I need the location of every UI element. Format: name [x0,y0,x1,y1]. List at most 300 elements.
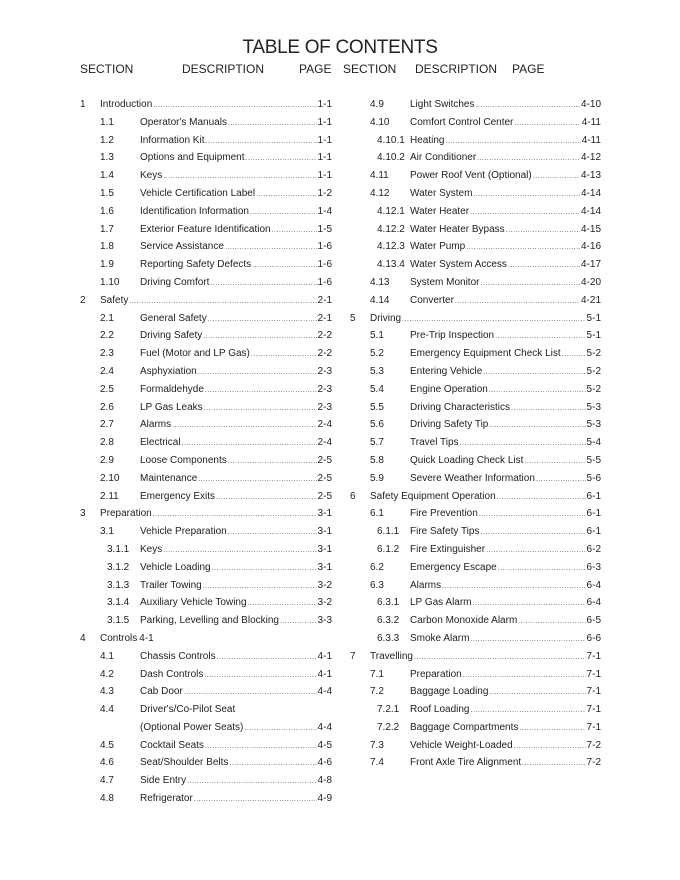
entry-title[interactable]: Driving Safety Tip [410,419,489,431]
dot-leader [205,132,316,151]
section-number: 1.9 [100,259,114,271]
toc-entry[interactable] [80,96,332,114]
page-number: 6-6 [586,632,601,644]
dot-leader [522,754,585,773]
section-number: 4.11 [370,170,389,182]
entry-title[interactable]: Emergency Equipment Check List [410,348,561,360]
toc-entry[interactable] [350,185,601,203]
entry-title[interactable]: Alarms [140,419,172,431]
toc-entry[interactable] [80,719,332,737]
entry-title[interactable]: Driving [370,312,402,324]
entry-title[interactable]: Fire Safety Tips [410,526,480,538]
dot-leader [524,452,585,471]
toc-entry[interactable] [80,754,332,772]
page-number: 5-2 [586,348,601,360]
toc-entry[interactable] [350,203,601,221]
section-number: 4.3 [100,686,114,698]
entry-title[interactable]: Maintenance [140,472,198,484]
toc-entry[interactable] [350,648,601,666]
dot-leader [172,416,316,435]
entry-title[interactable]: Electrical [140,437,181,449]
dot-leader [225,238,317,257]
entry-title[interactable]: Comfort Control Center [410,116,514,128]
section-number: 1.6 [100,205,114,217]
entry-title[interactable]: Formaldehyde [140,383,204,395]
page-number: 4-5 [317,739,332,751]
entry-title[interactable]: Water Heater Bypass [410,223,505,235]
entry-title[interactable]: Keys [140,170,163,182]
entry-title[interactable]: Converter [410,294,454,306]
entry-title[interactable]: Driving Characteristics [410,401,511,413]
toc-entry[interactable] [350,274,601,292]
page-number: 1-1 [317,170,332,182]
toc-entry[interactable] [350,452,601,470]
entry-title[interactable]: Service Assistance [140,241,224,253]
toc-entry[interactable] [350,719,601,737]
section-number: 1.8 [100,241,114,253]
entry-title[interactable]: System Monitor [410,276,480,288]
dot-leader [204,666,316,685]
toc-entry[interactable] [80,434,332,452]
entry-title[interactable]: Trailer Towing [140,579,202,591]
toc-entry[interactable] [80,630,332,648]
entry-title[interactable]: Safety [100,294,129,306]
page-number: 5-2 [586,383,601,395]
toc-entry[interactable] [350,559,601,577]
toc-entry[interactable] [80,238,332,256]
entry-title[interactable]: Loose Components [140,454,227,466]
section-number: 1.1 [100,116,114,128]
entry-title[interactable]: General Safety [140,312,207,324]
entry-title[interactable]: Air Conditioner [410,152,477,164]
toc-entry[interactable] [350,256,601,274]
section-number: 2.7 [100,419,114,431]
entry-title[interactable]: Carbon Monoxide Alarm [410,615,518,627]
page-number: 1-1 [317,152,332,164]
entry-title[interactable]: Severe Weather Information [410,472,535,484]
section-number: 4.12.1 [377,205,405,217]
toc-entry[interactable] [80,452,332,470]
dot-leader [163,541,316,560]
section-number: 4.6 [100,757,114,769]
toc-entry[interactable] [80,737,332,755]
toc-entry[interactable] [80,274,332,292]
section-number: 2.6 [100,401,114,413]
toc-entry[interactable] [350,363,601,381]
dot-leader [208,310,317,329]
toc-entry[interactable] [80,790,332,808]
dot-leader [519,719,585,738]
entry-title[interactable]: Vehicle Certification Label [140,187,256,199]
page-number: 2-3 [317,383,332,395]
toc-entry[interactable] [350,470,601,488]
toc-entry[interactable] [350,416,601,434]
page-number: 5-4 [586,437,601,449]
entry-title[interactable]: Baggage Loading [410,686,489,698]
section-number: 1 [80,99,86,110]
section-number: 2.2 [100,330,114,342]
entry-title[interactable]: Baggage Compartments [410,721,519,733]
page-number: 4-16 [580,241,601,253]
dot-leader [402,310,585,329]
section-number: 6.1.1 [377,526,400,538]
section-number: 2.10 [100,472,120,484]
dot-leader [217,648,317,667]
toc-entry[interactable] [350,238,601,256]
page-number: 4-1 [139,632,154,644]
dot-leader [477,149,580,168]
dot-leader [508,256,580,275]
dot-leader [518,612,585,631]
entry-title[interactable]: Safety Equipment Operation [370,490,496,502]
entry-title[interactable]: Asphyxiation [140,365,197,377]
page-number: 4-9 [317,793,332,805]
entry-title[interactable]: Heating [410,134,445,146]
section-number: 2 [80,294,86,306]
dot-leader [163,167,316,186]
page-number: 4-10 [580,99,601,110]
entry-title[interactable]: Side Entry [140,775,187,787]
toc-entry[interactable] [80,185,332,203]
entry-title[interactable]: Auxiliary Vehicle Towing [140,597,247,609]
page-number: 6-4 [586,579,601,591]
dot-leader [205,381,317,400]
section-number: 7.4 [370,757,384,769]
page-number: 1-5 [317,223,332,235]
page-number: 7-2 [586,757,601,769]
toc-entry[interactable] [80,327,332,345]
entry-title[interactable]: Pre-Trip Inspection [410,330,495,342]
section-number: 5.2 [370,348,384,360]
toc-entry[interactable] [80,132,332,150]
dot-leader [471,701,586,720]
toc-entry[interactable] [80,666,332,684]
page-number: 7-1 [586,686,601,698]
page-number: 6-3 [586,561,601,573]
dot-leader [203,577,317,596]
toc-entry[interactable] [80,559,332,577]
dot-leader [251,345,317,364]
toc-entry[interactable] [80,701,332,719]
page-number: 4-8 [317,775,332,787]
toc-entry[interactable] [350,381,601,399]
entry-title[interactable]: Cab Door [140,686,183,698]
dot-leader [212,559,317,578]
entry-title[interactable]: Fire Prevention [410,508,478,520]
toc-entry[interactable] [350,96,601,114]
page-number: 3-3 [317,615,332,627]
section-number: 3.1.3 [107,579,130,591]
toc-entry[interactable] [350,167,601,185]
entry-title[interactable]: Preparation [100,508,152,520]
toc-entry[interactable] [80,683,332,701]
page-number: 4-11 [581,134,601,146]
section-number: 3.1.2 [107,561,130,573]
page-number: 3-1 [317,561,332,573]
dot-leader [511,399,586,418]
page-number: 4-20 [580,276,601,288]
entry-title[interactable]: Fuel (Motor and LP Gas) [140,348,250,360]
toc-entry[interactable] [350,594,601,612]
section-number: 3.1 [100,526,114,538]
entry-title[interactable]: Roof Loading [410,704,470,716]
toc-entry[interactable] [350,505,601,523]
section-number: 1.10 [100,276,120,288]
page-title: TABLE OF CONTENTS [242,37,438,58]
toc-entry[interactable] [80,399,332,417]
page-number: 3-2 [317,579,332,591]
toc-entry[interactable] [350,132,601,150]
toc-entry[interactable] [80,541,332,559]
page-number: 1-6 [317,241,332,253]
entry-title[interactable]: Travel Tips [410,437,459,449]
page-number: 6-5 [586,615,601,627]
entry-title[interactable]: Entering Vehicle [410,365,483,377]
dot-leader [473,185,580,204]
entry-title[interactable]: Vehicle Weight-Loaded [410,739,513,751]
entry-title[interactable]: Chassis Controls [140,650,216,662]
entry-title[interactable]: Keys [140,543,163,555]
page-number: 2-4 [317,419,332,431]
dot-leader [514,737,586,756]
page-number: 4-14 [580,205,601,217]
toc-entry[interactable] [80,310,332,328]
section-number: 7.3 [370,739,384,751]
section-number: 4.1 [100,650,114,662]
section-number: 4.14 [370,294,390,306]
entry-title[interactable]: LP Gas Leaks [140,401,203,413]
entry-title[interactable]: Introduction [100,99,153,110]
entry-title[interactable]: Information Kit [140,134,205,146]
dot-leader [445,132,580,151]
toc-entry[interactable] [350,630,601,648]
dot-leader [506,221,580,240]
dot-leader [536,470,586,489]
section-number: 7.2.1 [377,704,400,716]
dot-leader [248,594,317,613]
page-number: 1-6 [317,259,332,271]
toc-entry[interactable] [350,666,601,684]
entry-title[interactable]: Power Roof Vent (Optional) [410,170,532,182]
toc-entry[interactable] [80,772,332,790]
entry-title[interactable]: Vehicle Preparation [140,526,227,538]
dot-leader [414,648,586,667]
toc-entry[interactable] [350,327,601,345]
toc-entry[interactable] [350,399,601,417]
dot-leader [244,719,316,738]
toc-entry[interactable] [350,701,601,719]
toc-entry[interactable] [80,523,332,541]
page-number: 1-1 [317,116,332,128]
section-number: 4.8 [100,793,114,805]
toc-entry[interactable] [80,505,332,523]
page-number: 7-1 [586,650,601,662]
entry-title[interactable]: Refrigerator [140,793,193,805]
entry-title[interactable]: Parking, Levelling and Blocking [140,615,279,627]
entry-title[interactable]: Cocktail Seats [140,739,204,751]
dot-leader [187,772,316,791]
entry-title[interactable]: Exterior Feature Identification [140,223,271,235]
toc-entry[interactable] [80,256,332,274]
toc-entry[interactable] [350,683,601,701]
page-number: 4-21 [580,294,601,306]
entry-title[interactable]: Front Axle Tire Alignment [410,757,522,769]
toc-entry[interactable] [80,167,332,185]
toc-entry[interactable] [80,221,332,239]
section-number: 5.1 [370,330,384,342]
toc-entry[interactable] [350,292,601,310]
section-number: 1.3 [100,152,114,164]
toc-entry[interactable] [350,221,601,239]
page-number: 4-4 [317,721,332,733]
entry-title[interactable]: Water Heater [410,205,470,217]
dot-leader [489,416,585,435]
entry-title[interactable]: Driving Safety [140,330,203,342]
section-number: 4.10 [370,116,390,128]
dot-leader [533,167,580,186]
entry-title[interactable]: Travelling [370,650,413,662]
dot-leader [252,256,316,275]
section-number: 4.7 [100,775,114,787]
toc-entry[interactable] [350,541,601,559]
toc-entry[interactable] [80,345,332,363]
page-number: 7-2 [586,739,601,751]
page-number: 4-1 [317,650,332,662]
toc-entry[interactable] [80,612,332,630]
entry-title[interactable]: Emergency Escape [410,561,497,573]
dot-leader [463,666,586,685]
toc-entry[interactable] [80,149,332,167]
section-number: 7.2 [370,686,384,698]
toc-entry[interactable] [350,149,601,167]
entry-title[interactable]: Smoke Alarm [410,632,470,644]
section-number: 6.1.2 [377,543,400,555]
page-number: 4-15 [580,223,601,235]
dot-leader [480,274,580,293]
toc-entry[interactable] [80,577,332,595]
toc-entry[interactable] [80,114,332,132]
toc-entry[interactable] [350,737,601,755]
entry-title[interactable]: Water System Access [410,259,507,271]
entry-title[interactable]: Water System [410,187,473,199]
toc-entry[interactable] [350,114,601,132]
toc-entry[interactable] [350,488,601,506]
toc-entry[interactable] [80,363,332,381]
section-number: 4.13 [370,276,390,288]
entry-title[interactable]: Preparation [410,668,462,680]
section-number: 6.3.3 [377,632,400,644]
entry-title[interactable]: Light Switches [410,99,475,110]
entry-title[interactable]: Dash Controls [140,668,204,680]
entry-title[interactable]: Options and Equipment [140,152,245,164]
section-number: 4.12.2 [377,223,405,235]
page-number: 2-1 [317,294,332,306]
section-number: 5.5 [370,401,384,413]
dot-leader [272,221,317,240]
toc-entry[interactable] [80,488,332,506]
dot-leader [280,612,317,631]
toc-entry[interactable] [80,416,332,434]
page-number: 5-1 [586,330,601,342]
dot-leader [228,452,317,471]
section-number: 1.5 [100,187,114,199]
toc-entry[interactable] [350,754,601,772]
toc-entry[interactable] [80,292,332,310]
toc-entry[interactable] [80,470,332,488]
entry-title[interactable]: Fire Extinguisher [410,543,486,555]
toc-entry[interactable] [350,612,601,630]
entry-title[interactable]: Water Pump [410,241,466,253]
entry-title[interactable]: Operator's Manuals [140,116,227,128]
page-number: 1-2 [317,187,332,199]
page-number: 5-2 [586,365,601,377]
page-number: 6-1 [586,490,601,502]
section-number: 2.4 [100,365,114,377]
toc-entry[interactable] [80,648,332,666]
section-number: 4.10.2 [377,152,405,164]
entry-title[interactable]: Quick Loading Check List [410,454,524,466]
section-number: 3.1.1 [107,543,130,555]
dot-leader [442,577,585,596]
entry-title[interactable]: Controls [100,632,138,644]
page-number: 2-5 [317,454,332,466]
dot-leader [562,345,586,364]
page-number: 2-3 [317,365,332,377]
section-number: 5.4 [370,383,384,395]
dot-leader [497,488,586,507]
entry-title[interactable]: Seat/Shoulder Belts [140,757,229,769]
dot-leader [250,203,317,222]
entry-title[interactable]: LP Gas Alarm [410,597,472,609]
page-number: 4-14 [580,187,601,199]
section-number: 4.9 [370,99,384,110]
entry-title[interactable]: Identification Information [140,205,249,217]
section-number: 2.3 [100,348,114,360]
entry-title[interactable]: Engine Operation [410,383,488,395]
entry-title[interactable]: Vehicle Loading [140,561,211,573]
section-number: 5.7 [370,437,384,449]
toc-entry[interactable] [80,203,332,221]
page-number: 4-6 [317,757,332,769]
section-number: 6.3.1 [377,597,400,609]
section-number: 3.1.5 [107,615,130,627]
section-number: 7 [350,650,356,662]
section-number: 5.8 [370,454,384,466]
page-number: 1-6 [317,276,332,288]
dot-leader [228,523,317,542]
toc-entry[interactable] [350,345,601,363]
dot-leader [460,434,586,453]
toc-entry[interactable] [350,434,601,452]
toc-entry[interactable] [80,594,332,612]
entry-title[interactable]: (Optional Power Seats) [140,721,244,733]
toc-entry[interactable] [350,523,601,541]
page-number: 2-4 [317,437,332,449]
section-number: 5 [350,312,356,324]
entry-title[interactable]: Emergency Exits [140,490,216,502]
entry-title[interactable]: Driving Comfort [140,276,210,288]
dot-leader [489,683,585,702]
toc-entry[interactable] [350,310,601,328]
entry-title[interactable]: Alarms [410,579,442,591]
page-number: 2-2 [317,348,332,360]
page-number: 4-1 [317,668,332,680]
entry-title[interactable]: Driver's/Co-Pilot Seat [140,704,236,716]
toc-entry[interactable] [80,381,332,399]
entry-title[interactable]: Reporting Safety Defects [140,259,252,271]
toc-entry[interactable] [350,577,601,595]
dot-leader [210,274,316,293]
